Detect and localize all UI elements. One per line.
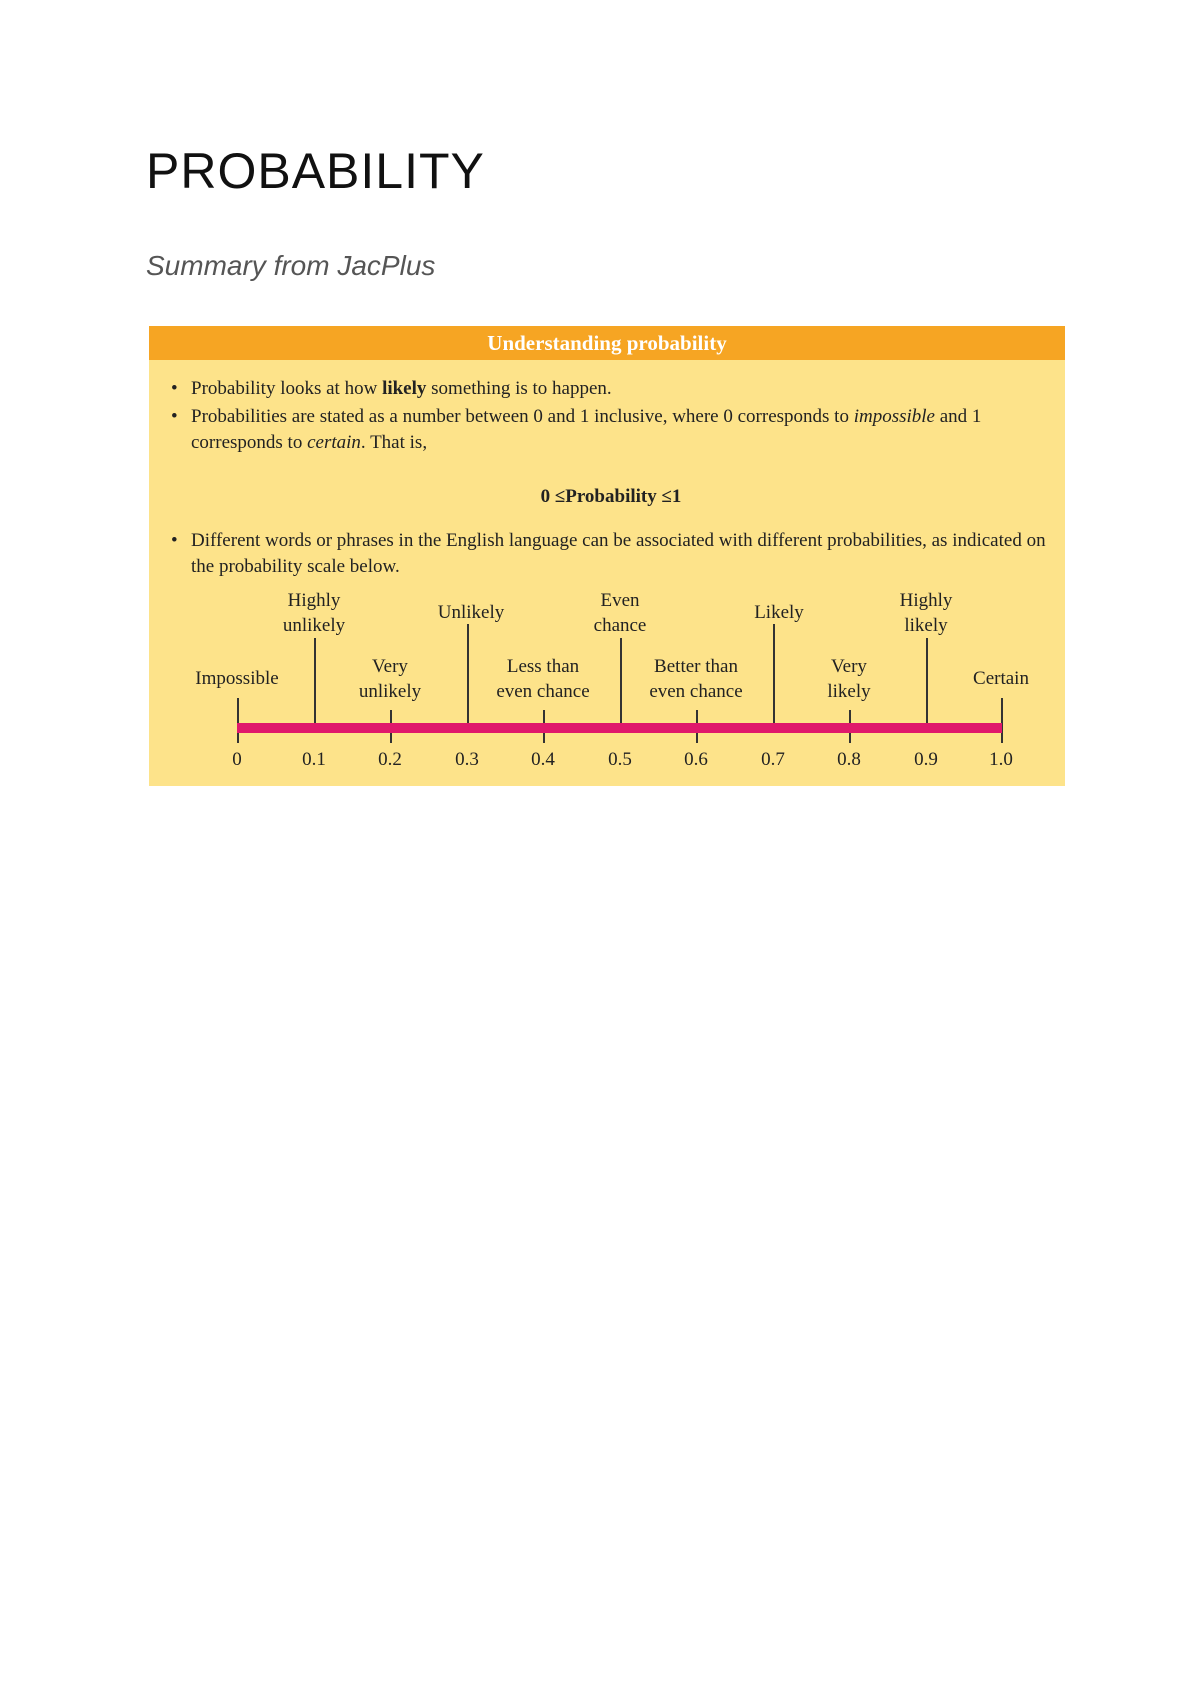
line-unlikely [467,624,469,733]
probability-formula: 0 ≤Probability ≤1 [540,486,682,507]
label-less-than-even-chance: Less than even chance [496,656,590,702]
label-very-unlikely: Very unlikely [358,656,422,702]
label-better-than-even-chance: Better than even chance [649,656,743,702]
tick-label: 0.8 [837,749,861,770]
bullet-dot-icon: • [171,406,178,427]
page-subtitle: Summary from JacPlus [146,250,436,281]
bullet-dot-icon: • [171,530,178,551]
label-very-likely: Very likely [827,656,871,702]
label-highly-likely: Highly likely [899,590,953,636]
scale-bar [237,723,1002,733]
tick-label: 1.0 [989,749,1013,770]
tick-label: 0.2 [378,749,402,770]
label-impossible: Impossible [195,668,279,689]
tick-label: 0.3 [455,749,479,770]
understanding-probability-panel [149,326,1065,786]
line-likely [773,624,775,733]
label-even-chance: Even chance [593,590,647,636]
line-certain [1001,698,1003,743]
line-highly-likely [926,638,928,733]
tick-label: 0.9 [914,749,938,770]
line-highly-unlikely [314,638,316,733]
label-certain: Certain [973,668,1029,689]
tick-label: 0.1 [302,749,326,770]
page-title: PROBABILITY [146,143,485,199]
tick-label: 0.5 [608,749,632,770]
bullet-dot-icon: • [171,378,178,399]
tick-label: 0.4 [531,749,555,770]
bullet-probability-range: • Probabilities are stated as a number between 0 and 1 inclusive, where 0 corresponds to impossible and 1 corresponds to certain. That is, [171,406,982,453]
line-impossible [237,698,239,743]
tick-label: 0.7 [761,749,785,770]
label-unlikely: Unlikely [437,602,505,623]
bullet-probability-likely: • Probability looks at how likely something is to happen. [171,376,612,402]
line-even-chance [620,638,622,733]
label-highly-unlikely: Highly unlikely [282,590,346,636]
tick-label: 0 [232,749,242,770]
tick-label: 0.6 [684,749,708,770]
bullet-words-phrases: • Different words or phrases in the English language can be associated with different probabilities, as indicated on the probability scale below. [171,530,1046,577]
label-likely: Likely [754,602,804,623]
panel-header: Understanding probability [149,326,1065,360]
